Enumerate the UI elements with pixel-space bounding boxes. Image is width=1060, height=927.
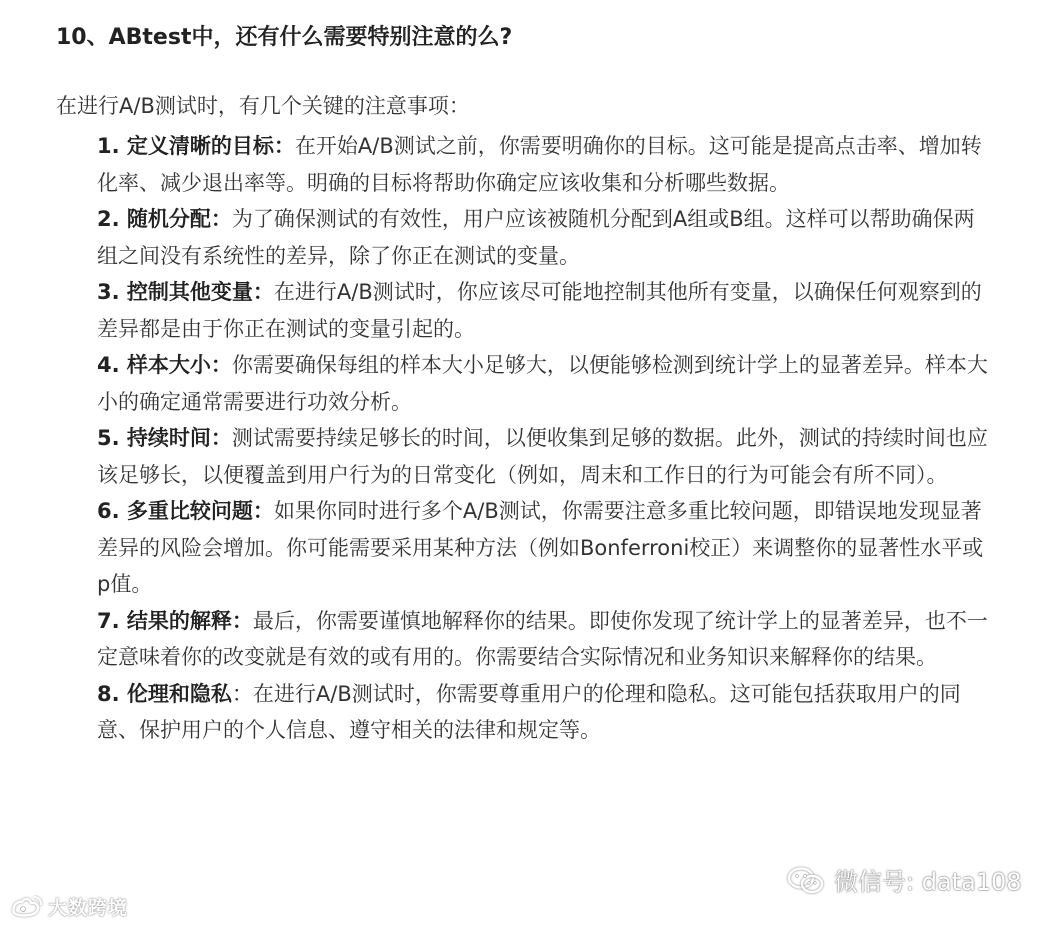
item-text: 在进行A/B测试时，你应该尽可能地控制其他所有变量，以确保任何观察到的差异都是由于你正在测试的变量引起的。 — [97, 280, 982, 341]
weibo-style-logo-icon — [10, 895, 44, 919]
notes-list — [97, 128, 992, 749]
item-number: 3. — [97, 280, 127, 304]
item-separator: ： — [210, 426, 232, 450]
item-heading: 样本大小 — [126, 353, 211, 377]
item-number: 2. — [97, 207, 127, 231]
list-item — [97, 420, 992, 493]
item-number: 1. — [97, 134, 127, 158]
item-number: 7. — [97, 608, 127, 633]
item-separator: ： — [252, 499, 274, 523]
list-item — [97, 603, 992, 676]
item-number: 4. — [97, 353, 127, 377]
page-title: 10、ABtest中，还有什么需要特别注意的么? — [56, 25, 513, 50]
item-text: 测试需要持续足够长的时间，以便收集到足够的数据。此外，测试的持续时间也应该足够长，以便覆盖到用户行为的日常变化（例如，周末和工作日的行为可能会有所不同）。 — [97, 426, 988, 487]
item-separator: ： — [210, 353, 232, 377]
list-item — [97, 493, 992, 603]
item-heading: 持续时间 — [126, 426, 211, 450]
watermark-right — [786, 862, 1022, 897]
list-item — [97, 274, 992, 347]
item-text: 你需要确保每组的样本大小足够大，以便能够检测到统计学上的显著差异。样本大小的确定通常需要进行功效分析。 — [97, 353, 988, 414]
item-text: 为了确保测试的有效性，用户应该被随机分配到A组或B组。这样可以帮助确保两组之间没有系统性的差异，除了你正在测试的变量。 — [97, 207, 975, 268]
item-heading: 多重比较问题 — [126, 499, 253, 523]
item-separator: ： — [231, 681, 253, 706]
item-heading: 随机分配 — [126, 207, 211, 231]
list-item — [97, 128, 992, 201]
item-text: 如果你同时进行多个A/B测试，你需要注意多重比较问题，即错误地发现显著差异的风险会增加。你可能需要采用某种方法（例如Bonferroni校正）来调整你的显著性水平或p值。 — [97, 499, 984, 596]
item-separator: ： — [210, 207, 232, 231]
item-number: 5. — [97, 426, 127, 450]
item-separator: ： — [231, 608, 253, 633]
item-heading: 控制其他变量 — [126, 280, 253, 304]
list-item — [97, 201, 992, 274]
item-text: 在进行A/B测试时，你需要尊重用户的伦理和隐私。这可能包括获取用户的同意、保护用户的个人信息、遵守相关的法律和规定等。 — [97, 681, 961, 742]
item-heading: 结果的解释 — [126, 608, 232, 633]
watermark-right-text: 微信号: data108 — [834, 868, 1022, 896]
item-number: 8. — [97, 681, 127, 706]
watermark-left — [10, 893, 128, 920]
list-item — [97, 676, 992, 749]
item-number: 6. — [97, 499, 127, 523]
item-text: 最后，你需要谨慎地解释你的结果。即使你发现了统计学上的显著差异，也不一定意味着你的改变就是有效的或有用的。你需要结合实际情况和业务知识来解释你的结果。 — [97, 608, 988, 669]
intro-text: 在进行A/B测试时，有几个关键的注意事项： — [56, 94, 470, 118]
item-separator: ： — [252, 280, 274, 304]
list-item — [97, 347, 992, 420]
item-heading: 定义清晰的目标 — [126, 134, 274, 158]
item-text: 在开始A/B测试之前，你需要明确你的目标。这可能是提高点击率、增加转化率、减少退出率等。明确的目标将帮助你确定应该收集和分析哪些数据。 — [97, 134, 982, 195]
wechat-icon — [786, 865, 826, 895]
item-heading: 伦理和隐私 — [126, 681, 232, 706]
watermark-left-text: 大数跨境 — [48, 897, 129, 919]
item-separator: ： — [273, 134, 295, 158]
